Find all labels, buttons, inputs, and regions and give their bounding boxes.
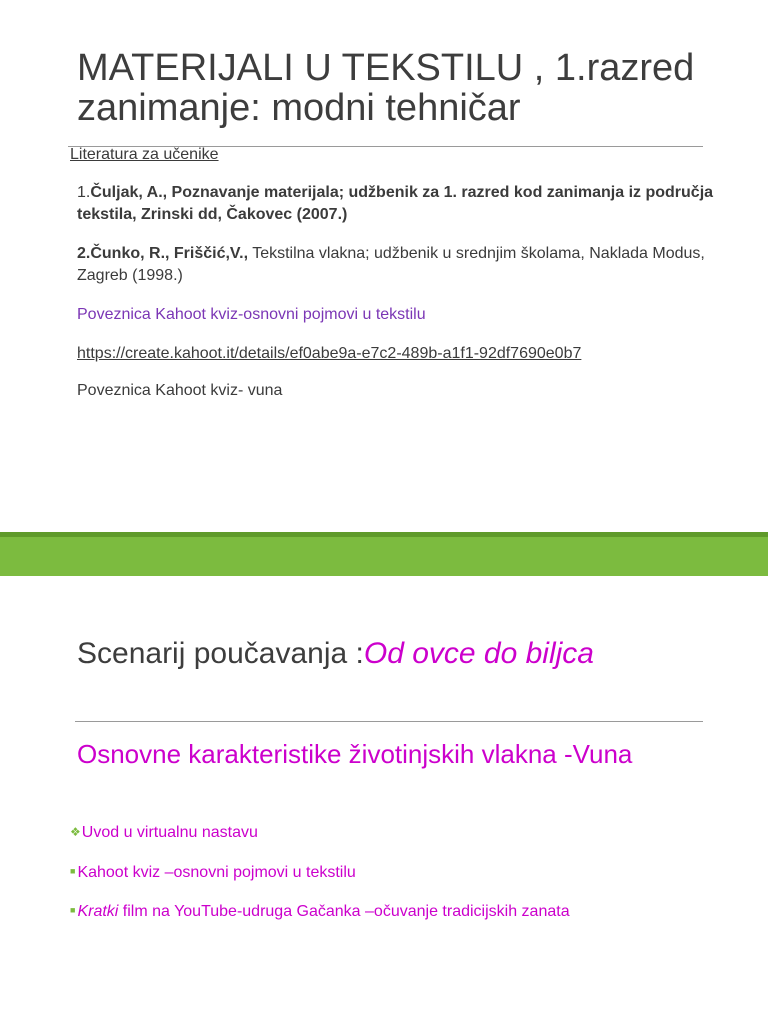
reference-1-number: 1. — [77, 184, 91, 201]
bullet-item — [70, 899, 570, 923]
kahoot-url-link[interactable]: https://create.kahoot.it/details/ef0abe9a-e7c2-489b-a1f1-92df7690e0b7 — [77, 345, 582, 362]
bullet-text: Kahoot kviz –osnovni pojmovi u tekstilu — [77, 864, 356, 881]
diamond-bullet-icon: ❖ — [70, 825, 81, 839]
title-line-1: MATERIJALI U TEKSTILU , 1.razred — [77, 47, 695, 89]
bullet-item — [70, 821, 258, 844]
literature-heading: Literatura za učenike — [70, 146, 219, 163]
bullet-item — [70, 860, 356, 884]
slide-title — [77, 48, 737, 128]
reference-2-authors: 2.Čunko, R., Friščić,V., — [77, 245, 249, 262]
bullet-italic-word: Kratki — [77, 903, 119, 920]
scenario-subtitle: Osnovne karakteristike životinjskih vlakna -Vuna — [77, 739, 633, 769]
square-bullet-icon: ■ — [70, 866, 76, 876]
scenario-title-emphasis: Od ovce do biljca — [363, 637, 594, 670]
kahoot-basic-link[interactable]: Poveznica Kahoot kviz-osnovni pojmovi u tekstilu — [77, 306, 426, 323]
square-bullet-icon: ■ — [70, 905, 76, 915]
slide-separator-band — [0, 537, 768, 576]
reference-1-text: Čuljak, A., Poznavanje materijala; udžbenik za 1. razred kod zanimanja iz područja tekstila, Zrinski dd, Čakovec (2007.) — [77, 184, 714, 223]
scenario-divider — [75, 721, 703, 722]
scenario-title-prefix: Scenarij poučavanja : — [77, 637, 364, 670]
scenario-title — [77, 636, 594, 672]
slide-2 — [0, 576, 768, 1024]
bullet-text: film na YouTube-udruga Gačanka –očuvanje tradicijskih zanata — [118, 903, 570, 920]
kahoot-wool-link[interactable]: Poveznica Kahoot kviz- vuna — [77, 382, 283, 399]
title-line-2: zanimanje: modni tehničar — [77, 87, 521, 129]
bullet-text: Uvod u virtualnu nastavu — [81, 824, 258, 841]
reference-2-text: Tekstilna vlakna; udžbenik u srednjim školama, Naklada Modus, Zagreb (1998.) — [77, 245, 705, 284]
reference-1 — [77, 182, 727, 226]
reference-2 — [77, 243, 727, 287]
